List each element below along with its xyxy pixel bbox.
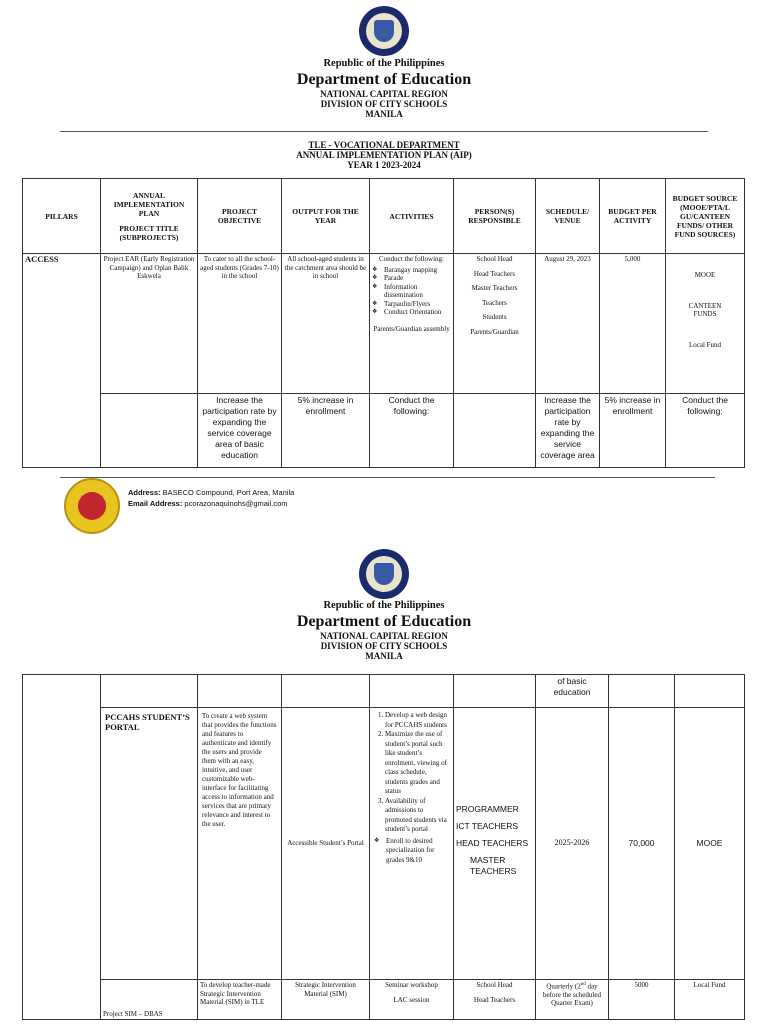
aip-table [22,178,745,468]
person-item: Head Teachers [473,269,516,278]
school-logo-icon [64,478,120,534]
person-item: ICT TEACHERS [456,821,519,831]
plan-name: ANNUAL IMPLEMENTATION PLAN (AIP) [296,150,472,160]
objective-cell: Increase the participation rate by expanding the service coverage area of basic education [198,394,282,468]
department-title: Department of Education [296,71,472,88]
activities-cell: Conduct the following: [370,394,454,468]
source-cell: MOOE [675,708,745,980]
person-item: Teachers [482,298,507,307]
person-item: Head Teachers [473,995,516,1004]
footer-address [128,488,294,497]
col-pillars: PILLARS [23,179,101,254]
project-cell: Project EAR (Early Registration Campaign) and Oplan Balik Eskwela [101,254,198,394]
budget-cell: 5% increase in enrollment [600,394,666,468]
schedule-cell: August 29, 2023 [536,254,600,394]
region-label: NATIONAL CAPITAL REGION [320,89,448,99]
output-cell: Accessible Student’s Portal [282,708,370,980]
col-project-title-label: PROJECT TITLE (SUBPROJECTS) [119,223,179,242]
deped-seal-icon [359,549,409,599]
col-objective: PROJECT OBJECTIVE [198,179,282,254]
project-cell: PCCAHS STUDENT’S PORTAL [101,708,198,980]
budget-cell: 5,000 [600,254,666,394]
source-item: Local Fund [688,340,722,349]
address-label: Address: [128,488,161,497]
col-project [101,179,198,254]
source-cell [666,254,745,394]
schedule-cell: Quarterly (2nd day before the scheduled Quarter Exam) [536,980,609,1020]
region-label: NATIONAL CAPITAL REGION [320,631,448,641]
budget-cell: 5000 [609,980,675,1020]
republic-label: Republic of the Philippines [323,58,445,69]
objective-cell: To develop teacher-made Strategic Intervention Material (SIM) in TLE [198,980,282,1020]
col-aip-label: ANNUAL IMPLEMENTATION PLAN [113,190,185,218]
list-item: ❖ Information dissemination [372,283,451,300]
schedule-cell: of basic education [536,675,609,708]
objective-cell: To create a web system that provides the functions and features to authenticate and identify the users and provide them with an easy, intuitive, and user customizable web-interface for facilitating access to information and services that are primary relevance and interest to the user. [198,708,282,980]
email-value: pcorazonaquinohs@gmail.com [184,499,288,508]
list-item: 3. Availability of admissions to promoted students via student’s portal [385,797,451,835]
pillar-cell: ACCESS [23,254,101,468]
person-item: HEAD TEACHERS [456,838,529,848]
col-output: OUTPUT FOR THE YEAR [282,179,370,254]
department-title: Department of Education [296,613,472,630]
objective-cell: To cater to all the school-aged students (Grades 7-10) in the school [198,254,282,394]
list-item: ❖ Conduct Orientation [372,308,451,317]
schedule-cell: 2025-2026 [536,708,609,980]
source-cell: Local Fund [675,980,745,1020]
person-item: Parents/Guardian [470,327,519,336]
city-label: MANILA [365,651,403,661]
col-persons: PERSON(S) RESPONSIBLE [454,179,536,254]
city-label: MANILA [365,109,403,119]
page-header [0,58,768,119]
list-item: ❖ Barangay mapping [372,266,451,275]
col-source: BUDGET SOURCE (MOOE/PTA/L GU/CANTEEN FUNDS/ OTHER FUND SOURCES) [666,179,745,254]
col-budget: BUDGET PER ACTIVITY [600,179,666,254]
header-divider [60,131,708,132]
table-row [23,675,745,708]
person-item: MASTER TEACHERS [470,855,517,876]
table-row [23,394,745,468]
activities-cell [370,980,454,1020]
list-item: ❖ Enroll to desired specialization for grades 9&10 [374,837,451,866]
output-cell: All school-aged students in the catchment area should be in school [282,254,370,394]
list-item: 2. Maximize the use of student’s portal such like student’s enrolment, viewing of class schedule, students grades and status [385,730,451,797]
address-value: BASECO Compound, Port Area, Manila [162,488,295,497]
persons-cell [454,980,536,1020]
activity-list [372,266,451,317]
activities-cell [370,254,454,394]
footer-divider [60,477,715,478]
col-activities: ACTIVITIES [370,179,454,254]
activities-cell [370,708,454,980]
activity-item: Seminar workshop [385,981,438,989]
col-schedule: SCHEDULE/ VENUE [536,179,600,254]
email-label: Email Address: [128,499,183,508]
schedule-cell: Increase the participation rate by expanding the service coverage area [536,394,600,468]
person-item: School Head [476,255,513,263]
activity-item: LAC session [393,995,430,1004]
department-name: TLE - VOCATIONAL DEPARTMENT [308,140,460,150]
deped-seal-icon [359,6,409,56]
table-row [23,254,745,394]
persons-cell [454,254,536,394]
plan-title [0,140,768,170]
activity-list [372,711,451,835]
aip-table-continued [22,674,745,1020]
list-item: 1. Develop a web design for PCCAHS students [385,711,451,730]
person-item: Students [482,313,507,321]
activity-bullet-list [374,837,451,866]
republic-label: Republic of the Philippines [323,600,445,611]
table-row [23,708,745,980]
source-item: CANTEEN FUNDS [688,301,722,318]
activity-extra: Parents/Guardian assembly [373,324,450,333]
list-item: ❖ Tarpaulin/Flyers [372,300,451,309]
person-item: School Head [476,981,513,989]
division-label: DIVISION OF CITY SCHOOLS [320,641,448,651]
budget-cell: 70,000 [609,708,675,980]
persons-cell [454,708,536,980]
source-cell: Conduct the following: [666,394,745,468]
activity-intro: Conduct the following: [379,255,444,263]
page-header [0,600,768,661]
person-item: PROGRAMMER [456,804,519,814]
output-cell: 5% increase in enrollment [282,394,370,468]
person-item: Master Teachers [471,284,518,292]
table-row [23,980,745,1020]
footer-email [128,499,288,508]
project-cell: Project SIM – DBAS [101,980,198,1020]
list-item: ❖ Parade [372,274,451,283]
output-cell: Strategic Intervention Material (SIM) [282,980,370,1020]
plan-year: YEAR 1 2023-2024 [347,160,421,170]
division-label: DIVISION OF CITY SCHOOLS [320,99,448,109]
source-item: MOOE [694,271,716,279]
